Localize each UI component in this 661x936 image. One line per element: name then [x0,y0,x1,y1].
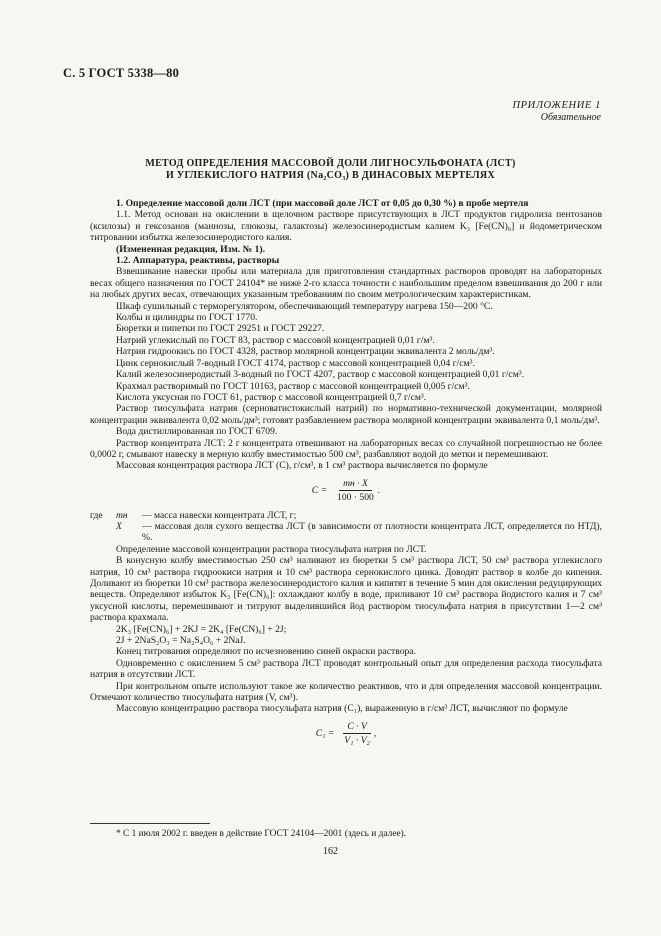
section-1-2-heading: 1.2. Аппаратура, реактивы, растворы [116,255,280,267]
paragraph-end-titration: Конец титрования определяют по исчезновению синей окраски раствора. [116,646,416,658]
document-body [90,198,602,753]
paragraph-control-2: При контрольном опыте используют такое же количество реактивов, что и для определения массовой концентрации. Отмечают количество тиосульфата натрия (V, см³). [90,680,602,704]
title-line-2: И УГЛЕКИСЛОГО НАТРИЯ (Na₂CO₃) В ДИНАСОВЫХ МЕРТЕЛЯХ [166,169,495,181]
formula-c1-numerator: C · V [343,721,370,734]
reagent-item: Натрия гидроокись по ГОСТ 4328, раствор молярной концентрации эквивалента 2 моль/дм³. [116,346,495,358]
legend-row [90,521,602,544]
equipment-item: Бюретки и пипетки по ГОСТ 29251 и ГОСТ 29227. [116,323,325,335]
equation-1: 2K₃ [Fe(CN)₆] + 2KJ = 2K₄ [Fe(CN)₆] + 2J; [116,623,287,635]
legend-symbol: X [116,520,122,532]
paragraph-thiosulfate: Раствор тиосульфата натрия (серноватистокислый натрий) по нормативно-технической документации, молярной концентрации эквивалента 0,02 моль/дм³; готовят разбавлением раствора молярной концентрации эквивалента 0,1 моль/дм³. [90,403,602,426]
paragraph-water: Вода дистиллированная по ГОСТ 6709. [116,426,278,438]
reagent-item: Натрий углекислый по ГОСТ 83, раствор с массовой концентрацией 0,01 г/м³. [116,334,435,346]
paragraph-procedure: В конусную колбу вместимостью 250 см³ наливают из бюретки 5 см³ раствора ЛСТ, 50 см³ раствора углекислого натрия, 10 см³ раствора гидроокиси натрия и 10 см³ раствора сернокислого цинка. Доводят раствор в колбе до кипения. Доливают из бюретки 10 см³ раствора железосинеродистого калия и кипятят в течение 5 мин для окисления редуцирующих веществ. Определяют избыток K₃ [Fe(CN)₆]: охлаждают колбу в воде, приливают 10 см³ раствора йодистого калия и 7 см³ уксусной кислоты, перемешивают и титруют выделившийся йод раствором тиосульфата натрия в присутствии 1—2 см³ раствора крахмала. [90,555,602,624]
paragraph-mass-concentration: Массовая концентрация раствора ЛСТ (C), г/см³, в 1 см³ раствора вычисляется по формуле [116,460,488,472]
appendix-label [512,100,601,124]
equation-2: 2J + 2NaS₂O₃ = Na₂S₄O₆ + 2NaJ. [116,635,246,647]
formula-c-fraction [333,477,381,504]
reagent-item: Калий железосинеродистый 3-водный по ГОСТ 4207, раствор с массовой концентрацией 0,01 г/см³. [116,369,525,381]
section-1-heading: 1. Определение массовой доли ЛСТ (при массовой доле ЛСТ от 0,05 до 0,30 %) в пробе мертеля [116,198,529,209]
legend-where: где [90,509,103,521]
equations [90,624,602,647]
legend-row [90,510,602,521]
formula-c1-fraction [340,720,377,747]
appendix-status: Обязательное [540,112,601,123]
equipment-item: Колбы и цилиндры по ГОСТ 1770. [116,312,258,324]
formula-c [90,478,602,504]
appendix-title: ПРИЛОЖЕНИЕ 1 [512,100,601,111]
legend-symbol: mн [116,509,128,521]
reagent-item: Цинк сернокислый 7-водный ГОСТ 4174, раствор с массовой концентрацией 0,04 г/см³. [116,357,475,369]
formula-c1-tail: , [373,728,377,740]
formula-c-lhs: C = [311,484,328,496]
reagent-item: Крахмал растворимый по ГОСТ 10163, раствор с массовой концентрацией 0,005 г/см³. [116,380,470,392]
page-number: 162 [323,846,338,857]
paragraph-1-1: 1.1. Метод основан на окислении в щелочном растворе присутствующих в ЛСТ продуктов гидролиза пентозанов (ксилозы) и гексозанов (маннозы, глюкозы, галактозы) железосинеродистым калием K₃ [Fe(CN)₆] и йодометрическом титровании избытка железосинеродистого калия. [90,209,602,244]
paragraph-determination: Определение массовой концентрации раствора тиосульфата натрия по ЛСТ. [116,543,427,555]
formula-c-denominator: 100 · 500 [337,492,374,504]
paragraph-control: Одновременно с окислением 5 см³ раствора ЛСТ проводят контрольный опыт для определения расхода тиосульфата натрия в отсутствии ЛСТ. [90,657,602,681]
paragraph-c1: Массовую концентрацию раствора тиосульфата натрия (C₁), выраженную в г/см³ ЛСТ, вычисляют по формуле [116,703,568,715]
edit-note: (Измененная редакция, Изм. № 1). [116,243,266,255]
formula-c1-denominator: V₁ · V₂ [344,735,370,747]
reagent-item: Кислота уксусная по ГОСТ 61, раствор с массовой концентрацией 0,7 г/см³. [116,391,427,403]
document-title [60,158,601,181]
title-line-1: МЕТОД ОПРЕДЕЛЕНИЯ МАССОВОЙ ДОЛИ ЛИГНОСУЛЬФОНАТА (ЛСТ) [145,158,516,169]
formula-c-numerator: mн · X [339,478,372,491]
equipment-item: Шкаф сушильный с терморегулятором, обеспечивающий температуру нагрева 150—200 °С. [116,300,493,312]
page-header: С. 5 ГОСТ 5338—80 [63,66,180,80]
legend-text: — массовая доля сухого вещества ЛСТ (в зависимости от плотности концентрата ЛСТ, определяется по НТД), %. [142,520,602,544]
footnote: * С 1 июля 2002 г. введен в действие ГОСТ 24104—2001 (здесь и далее). [116,829,407,839]
paragraph-weighing: Взвешивание навески пробы или материала для приготовления стандартных растворов проводят на лабораторных весах общего назначения по ГОСТ 24104* не ниже 2-го класса точности с наибольшим пределом взвешивания до 200 г или на любых других весах, отвечающих указанным требованиям по своим метрологическим характеристикам. [90,266,602,301]
formula-c1-lhs: C₁ = [315,728,335,740]
footnote-divider [90,823,210,824]
paragraph-concentrate: Раствор концентрата ЛСТ: 2 г концентрата отвешивают на лабораторных весах со случайной погрешностью не более 0,0002 г, смывают навеску в мерную колбу вместимостью 500 см³, разбавляют водой до метки и перемешивают. [90,437,602,460]
legend-text: — масса навески концентрата ЛСТ, г; [142,509,297,521]
formula-c-tail: . [377,484,381,496]
formula-c1 [90,721,602,747]
